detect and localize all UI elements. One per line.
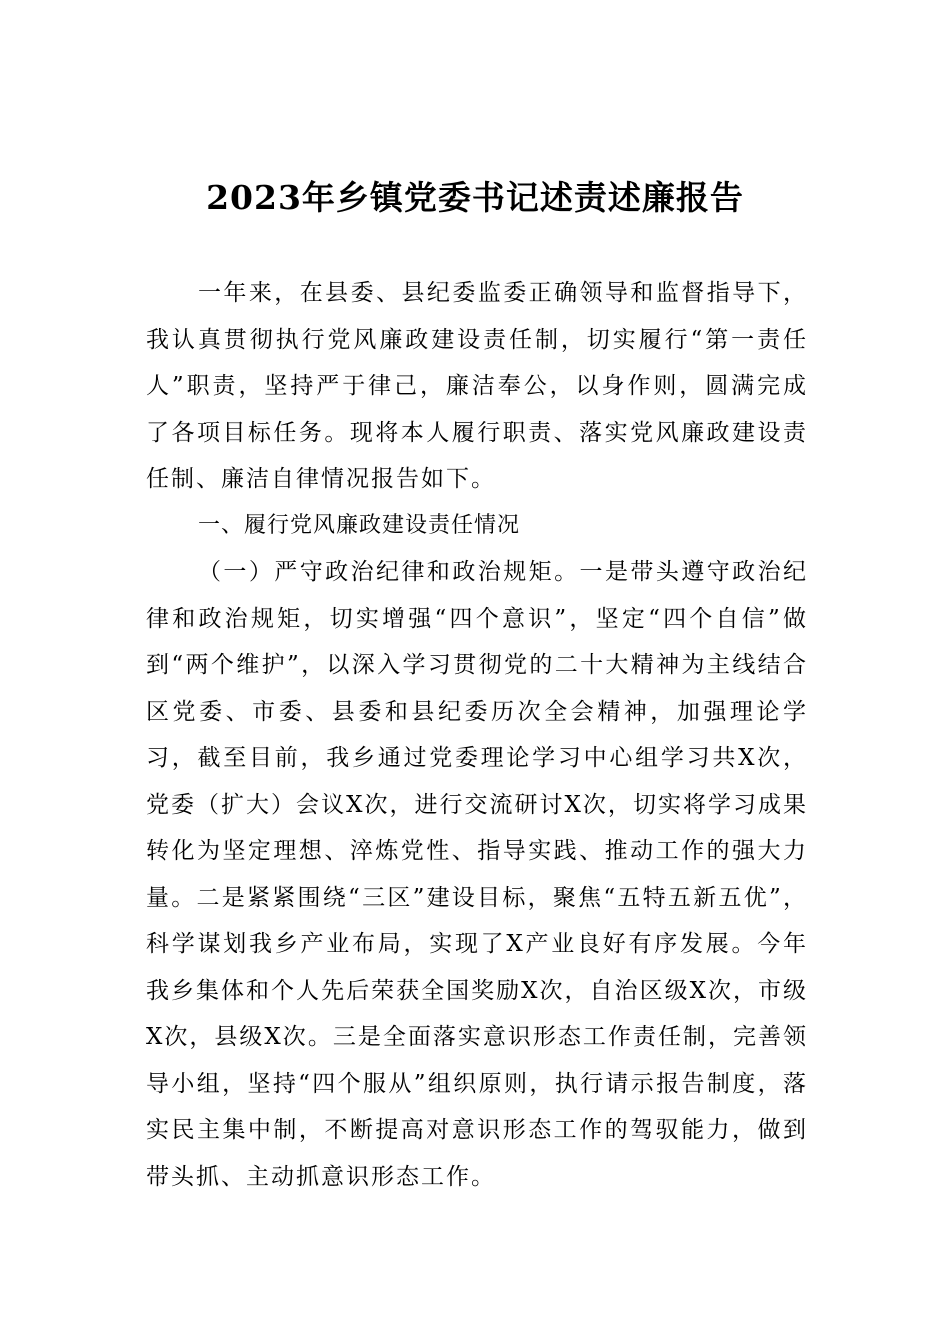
document-title: 2023年乡镇党委书记述责述廉报告 <box>206 178 744 217</box>
section-heading: 一、履行党风廉政建设责任情况 <box>198 512 521 538</box>
intro-paragraph: 一年来，在县委、县纪委监委正确领导和监督指导下，我认真贯彻执行党风廉政建设责任制，切实履行“第一责任人”职责，坚持严于律己，廉洁奉公，以身作则，圆满完成了各项目标任务。现将本人履行职责、落实党风廉政建设责任制、廉洁自律情况报告如下。 <box>146 280 808 492</box>
section-paragraph: （一）严守政治纪律和政治规矩。一是带头遵守政治纪律和政治规矩，切实增强“四个意识”，坚定“四个自信”做到“两个维护”，以深入学习贯彻党的二十大精神为主线结合区党委、市委、县委和县纪委历次全会精神，加强理论学习，截至目前，我乡通过党委理论学习中心组学习共X次，党委（扩大）会议X次，进行交流研讨X次，切实将学习成果转化为坚定理想、淬炼党性、指导实践、推动工作的强大力量。二是紧紧围绕“三区”建设目标，聚焦“五特五新五优”，科学谋划我乡产业布局，实现了X产业良好有序发展。今年我乡集体和个人先后荣获全国奖励X次，自治区级X次，市级X次，县级X次。三是全面落实意识形态工作责任制，完善领导小组，坚持“四个服从”组织原则，执行请示报告制度，落实民主集中制，不断提高对意识形态工作的驾驭能力，做到带头抓、主动抓意识形态工作。 <box>146 559 808 1190</box>
document-body <box>146 270 808 1200</box>
